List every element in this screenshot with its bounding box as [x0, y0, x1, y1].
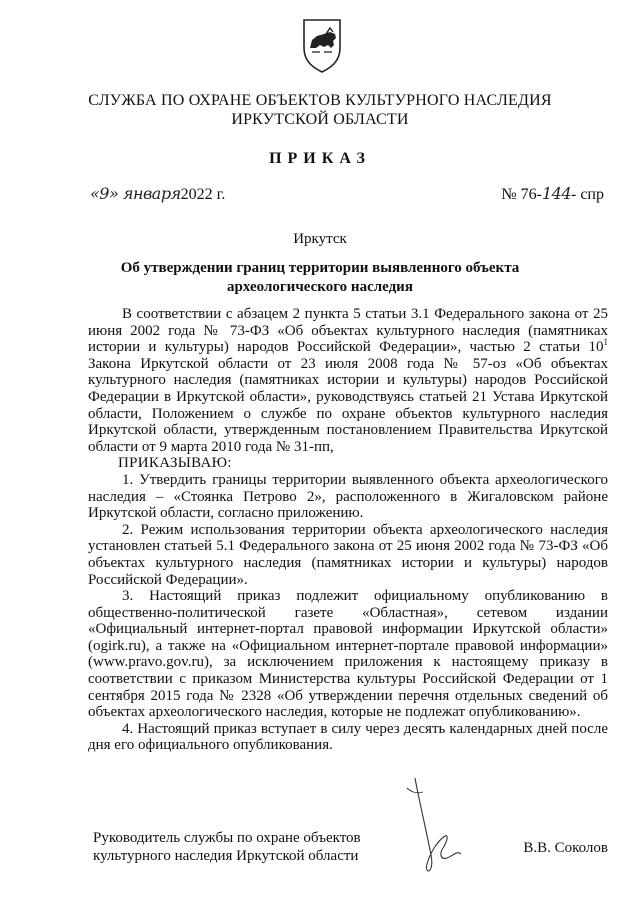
order-item-1: 1. Утвердить границы территории выявленного объекта археологического наследия – «Стоянка Петрово 2», расположенного в Жигаловском районе Иркутской области, согласно приложению.: [88, 471, 608, 522]
signatory-position: [93, 829, 361, 865]
order-date: [90, 184, 225, 204]
command-word: ПРИКАЗЫВАЮ:: [118, 455, 232, 472]
handwritten-number: 144: [541, 184, 571, 203]
city-name: Иркутск: [293, 231, 347, 247]
position-line2: культурного наследия Иркутской области: [93, 848, 359, 864]
subject-line1: Об утверждении границ территории выявленного объекта: [120, 260, 520, 276]
preamble-paragraph: [88, 306, 608, 455]
order-number-suffix: - спр: [571, 186, 604, 203]
preamble-text-a: В соответствии с абзацем 2 пункта 5 статьи 3.1 Федерального закона от 25 июня 2002 года № 73-ФЗ «Об объектах культурного наследия (памятниках истории и культуры) народов Российской Федерации», частью 2 статьи 10: [88, 306, 608, 356]
signature-icon: [395, 770, 475, 880]
order-item-4: 4. Настоящий приказ вступает в силу через десять календарных дней после дня его официального опубликования.: [88, 720, 608, 754]
organization-name-line2: ИРКУТСКОЙ ОБЛАСТИ: [231, 111, 409, 128]
document-title: ПРИКАЗ: [269, 150, 371, 167]
position-line1: Руководитель службы по охране объектов: [93, 830, 361, 846]
order-number: [501, 184, 604, 204]
coat-of-arms-icon: [300, 14, 344, 74]
order-year: 2022 г.: [180, 186, 226, 203]
handwritten-date: «9» января: [90, 184, 181, 203]
preamble-superscript: 1: [603, 337, 608, 348]
order-subject: [100, 259, 540, 297]
signatory-name: В.В. Соколов: [523, 840, 608, 856]
order-item-2: 2. Режим использования территории объекта археологического наследия установлен статьей 5.1 Федерального закона от 25 июня 2002 года № 73-ФЗ «Об объектах культурного наследия (памятниках истории и культуры) народов Российской Федерации».: [88, 521, 608, 588]
preamble-text-b: Закона Иркутской области от 23 июля 2008 года № 57-оз «Об объектах культурного наследия (памятниках истории и культуры) народов Российской Федерации в Иркутской области», руководствуясь статьей 21 Устава Иркутской области, Положением о службе по охране объектов культурного наследия Иркутской области, утвержденным постановлением Правительства Иркутской области от 9 марта 2010 года № 31-пп,: [88, 355, 608, 455]
order-item-3: 3. Настоящий приказ подлежит официальному опубликованию в общественно-политической газете «Областная», сетевом издании «Официальный интернет-портал правовой информации Иркутской области» (ogirk.ru), а также на «Официальном интернет-портале правовой информации» (www.pravo.gov.ru), за исключением приложения к настоящему приказу в соответствии с приказом Министерства культуры Российской Федерации от 1 сентября 2015 года № 2328 «Об утверждении перечня отдельных сведений об объектах археологического наследия, которые не подлежат опубликованию».: [88, 588, 608, 721]
order-body: [88, 306, 608, 754]
order-number-prefix: № 76-: [501, 186, 542, 203]
subject-line2: археологического наследия: [227, 279, 413, 295]
organization-name-line1: СЛУЖБА ПО ОХРАНЕ ОБЪЕКТОВ КУЛЬТУРНОГО НАСЛЕДИЯ: [88, 92, 552, 109]
